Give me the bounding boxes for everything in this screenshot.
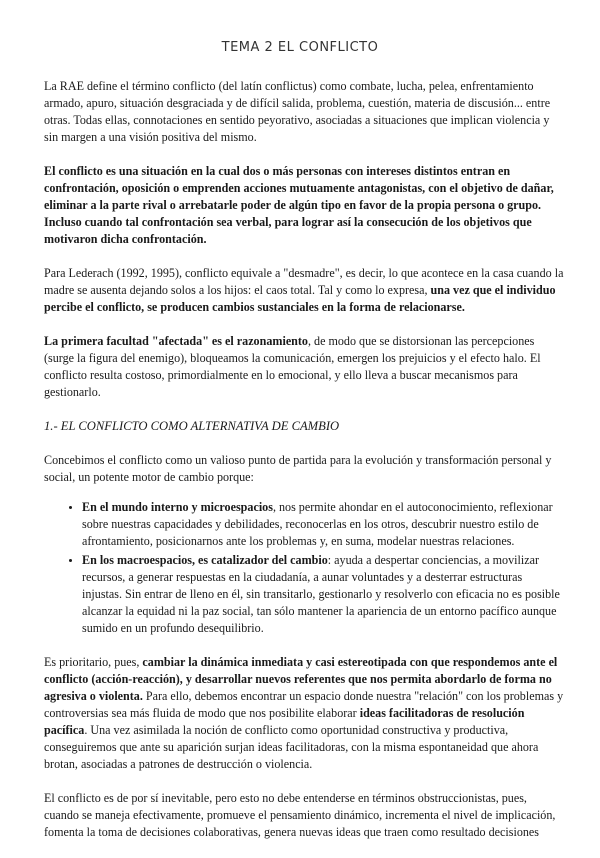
list-item: [82, 552, 564, 637]
reasoning-paragraph: [44, 333, 564, 401]
inevitable-paragraph: El conflicto es de por sí inevitable, pero esto no debe entenderse en términos obstruccionistas, pues, cuando se maneja efectivamente, promueve el pensamiento dinámico, incrementa el nivel de implicación, fomenta la toma de decisiones colaborativas, genera nuevas ideas que traen como resultado decisiones: [44, 791, 556, 839]
lederach-paragraph: [44, 265, 564, 316]
list-item-text: , nos permite ahondar en el autoconocimiento, reflexionar sobre nuestras capacidades y debilidades, reconocerlas en los otros, descubrir nuestro estilo de afrontamiento, posicionarnos ante los problemas y, en suma, modelar nuestras relaciones.: [82, 500, 553, 548]
reasoning-text: , de modo que se distorsionan las percepciones (surge la figura del enemigo), bloqueamos la comunicación, emergen los prejuicios y el efecto halo. El conflicto resulta costoso, primordialmente en lo emocional, y ello lleva a buscar mecanismos para gestionarlo.: [44, 334, 541, 399]
document-body: [44, 78, 564, 858]
section-heading: 1.- EL CONFLICTO COMO ALTERNATIVA DE CAMBIO: [44, 419, 340, 433]
definition-paragraph: [44, 163, 564, 248]
priority-text-c: Para ello, debemos encontrar un espacio donde nuestra "relación" con los problemas y controversias sea más fluida de modo que nos posibilite elaborar: [44, 689, 564, 720]
reasoning-bold-text: La primera facultad "afectada" es el razonamiento: [44, 334, 308, 348]
lederach-bold-text: una vez que el individuo percibe el conflicto, se producen cambios sustanciales en la forma de relacionarse.: [44, 283, 556, 314]
list-item-text: : ayuda a despertar conciencias, a movilizar recursos, a generar respuestas en la ciudadanía, a aunar voluntades y a desterrar estructuras injustas. Sin entrar de lleno en él, sin transitarlo, gestionarlo y resolverlo con eficacia no es posible alcanzar la equidad ni la paz social, tan sólo mantener la apariencia de un entorno pacífico aunque sumido en un profundo desequilibrio.: [82, 553, 560, 635]
lederach-text: Para Lederach (1992, 1995), conflicto equivale a "desmadre", es decir, lo que acontece en la casa cuando la madre se ausenta dejando solos a los hijos: el caos total. Tal y como lo expresa,: [44, 266, 564, 297]
list-item-bold: En el mundo interno y microespacios: [82, 500, 273, 514]
change-list: [44, 499, 564, 637]
change-intro-paragraph: Concebimos el conflicto como un valioso punto de partida para la evolución y transformación personal y social, un potente motor de cambio porque:: [44, 453, 552, 484]
priority-bold-b: cambiar la dinámica inmediata y casi estereotipada con que respondemos ante el conflicto (acción-reacción), y desarrollar nuevos referentes que nos permita abordarlo de forma no agresiva o violenta.: [44, 655, 558, 703]
list-item-bold: En los macroespacios, es catalizador del cambio: [82, 553, 328, 567]
definition-bold-text: El conflicto es una situación en la cual dos o más personas con intereses distintos entran en confrontación, oposición o emprenden acciones mutuamente antagonistas, con el objetivo de dañar, eliminar a la parte rival o arrebatarle poder de algún tipo en favor de la propia persona o grupo. Incluso cuando tal confrontación sea verbal, para lograr así la consecución de los objetivos que motivaron dicha confrontación.: [44, 164, 554, 246]
intro-paragraph: La RAE define el término conflicto (del latín conflictus) como combate, lucha, pelea, enfrentamiento armado, apuro, situación desgraciada y de difícil salida, problema, cuestión, materia de discusión... entre otras. Todas ellas, connotaciones en sentido peyorativo, asociadas a situaciones que implican violencia y sin margen a una visión positiva del mismo.: [44, 79, 551, 144]
list-item: [82, 499, 564, 550]
priority-text-a: Es prioritario, pues,: [44, 655, 143, 669]
priority-text-e: . Una vez asimilada la noción de conflicto como oportunidad constructiva y productiva, conseguiremos que ante su aparición surjan ideas facilitadoras, con la misma espontaneidad que ahora brotan, asociadas a patrones de destrucción o violencia.: [44, 723, 539, 771]
page-title: TEMA 2 EL CONFLICTO: [221, 40, 379, 55]
priority-paragraph: [44, 654, 564, 773]
priority-bold-d: ideas facilitadoras de resolución pacífica: [44, 706, 525, 737]
